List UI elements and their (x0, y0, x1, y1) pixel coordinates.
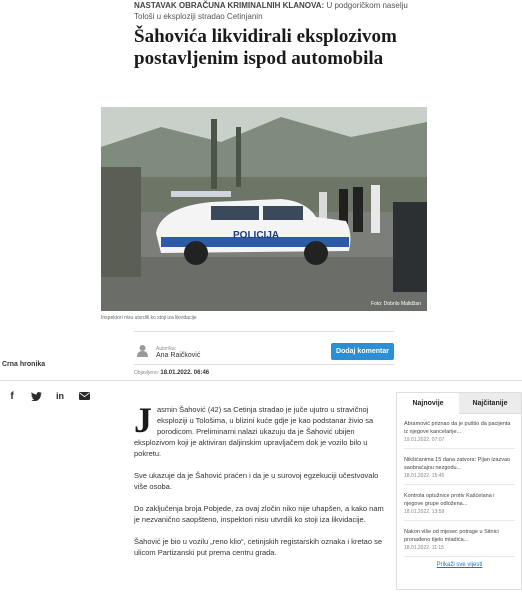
facebook-icon[interactable]: f (10, 390, 14, 402)
published-value: 18.01.2022. 06:46 (160, 370, 210, 376)
linkedin-icon[interactable]: in (56, 391, 64, 401)
news-title[interactable]: Nakon više od mjesec potrage u Sitnici pronađeno tijelo mladića... (404, 529, 499, 543)
article-kicker (134, 0, 424, 22)
news-time: 18.01.2022. 11:15 (404, 545, 444, 551)
news-time: 19.01.2022. 07:07 (404, 437, 445, 443)
show-all-news-link[interactable]: Prikaži sve vijesti (436, 562, 483, 568)
article-headline: Šahovića likvidirali eksplozivom postavljenim ispod automobila (134, 26, 397, 69)
article-paragraph: Šahović je bio u vozilu „reno klio“, cetinjskih registarskih oznaka i kretao se ulicom Partizanski put prema centru grada. (134, 537, 383, 557)
news-time: 18.01.2022. 15:45 (404, 473, 445, 479)
add-comment-button[interactable]: Dodaj komentar (331, 343, 394, 360)
article-paragraph: Do zaključenja broja Pobjede, za ovaj zločin niko nije uhapšen, a kako nam je nezvanično saopšteno, inspektori nisu utvrdili ko stoji iza likvidacije. (134, 504, 384, 524)
author-role-label: Autor/ka: (156, 346, 177, 352)
page-divider (0, 380, 522, 381)
photo-credit: Foto: Dobrilo Malidžan (370, 301, 421, 307)
list-item[interactable] (404, 526, 515, 557)
news-list (397, 414, 521, 568)
photo-caption: Inspektori nisu utvrdili ko stoji iza likvidacije (101, 315, 197, 321)
news-sidebar (396, 392, 522, 590)
article-paragraph (134, 400, 386, 459)
divider (134, 364, 394, 365)
article-paragraph: Sve ukazuje da je Šahović praćen i da je u surovoj egzekuciji učestvovalo više osoba. (134, 471, 379, 491)
kicker-rest: U podgoričkom naselju Tološi u eksploziji stradao Cetinjanin (134, 1, 408, 21)
list-item[interactable] (404, 490, 515, 521)
author-avatar-icon (137, 344, 148, 357)
drop-cap: J (134, 400, 152, 440)
article-photo (101, 107, 427, 311)
author-name: Ana Raičković (156, 352, 201, 359)
photo-illustration (101, 107, 427, 311)
list-item[interactable] (404, 418, 515, 449)
tab-najnovije[interactable]: Najnovije (397, 393, 459, 414)
published-date (134, 370, 209, 376)
news-title[interactable]: Abramović priznao da je puštio da pacijenta iz njegove kancelarije... (404, 421, 511, 435)
share-bar (0, 389, 96, 403)
email-icon[interactable] (72, 389, 96, 403)
news-title[interactable]: Nikšićanima 15 dana zatvora: Pijan izazvao saobraćajnu nezgodu... (404, 457, 511, 471)
list-item[interactable] (404, 454, 515, 485)
police-car-text: POLICIJA (233, 230, 280, 241)
section-label[interactable]: Crna hronika (2, 361, 46, 368)
tab-najcitanije[interactable]: Najčitanije (459, 393, 521, 414)
article-body (134, 400, 386, 569)
published-label: Objavljeno: (134, 370, 160, 376)
divider (134, 331, 394, 332)
news-title[interactable]: Kontrola optužnice protiv Kašćelana i njegove grupe odložena... (404, 493, 495, 507)
twitter-icon[interactable] (24, 389, 48, 403)
sidebar-tabs (397, 393, 521, 414)
news-time: 18.01.2022. 13:59 (404, 509, 445, 515)
kicker-strong: NASTAVAK OBRAČUNA KRIMINALNIH KLANOVA: (134, 1, 325, 10)
paragraph-1-text: asmin Šahović (42) sa Cetinja stradao je juče ujutro u stravičnoj eksploziji u Tološima, u blizini kuće gdje je kao podstanar živio sa porodicom. Preliminarni nalazi ukazuju da je Šahović ubijen eksplozivom koji je aktiviran daljinskim upravljačem dok je vozilo bilo u pokretu. (134, 405, 374, 458)
